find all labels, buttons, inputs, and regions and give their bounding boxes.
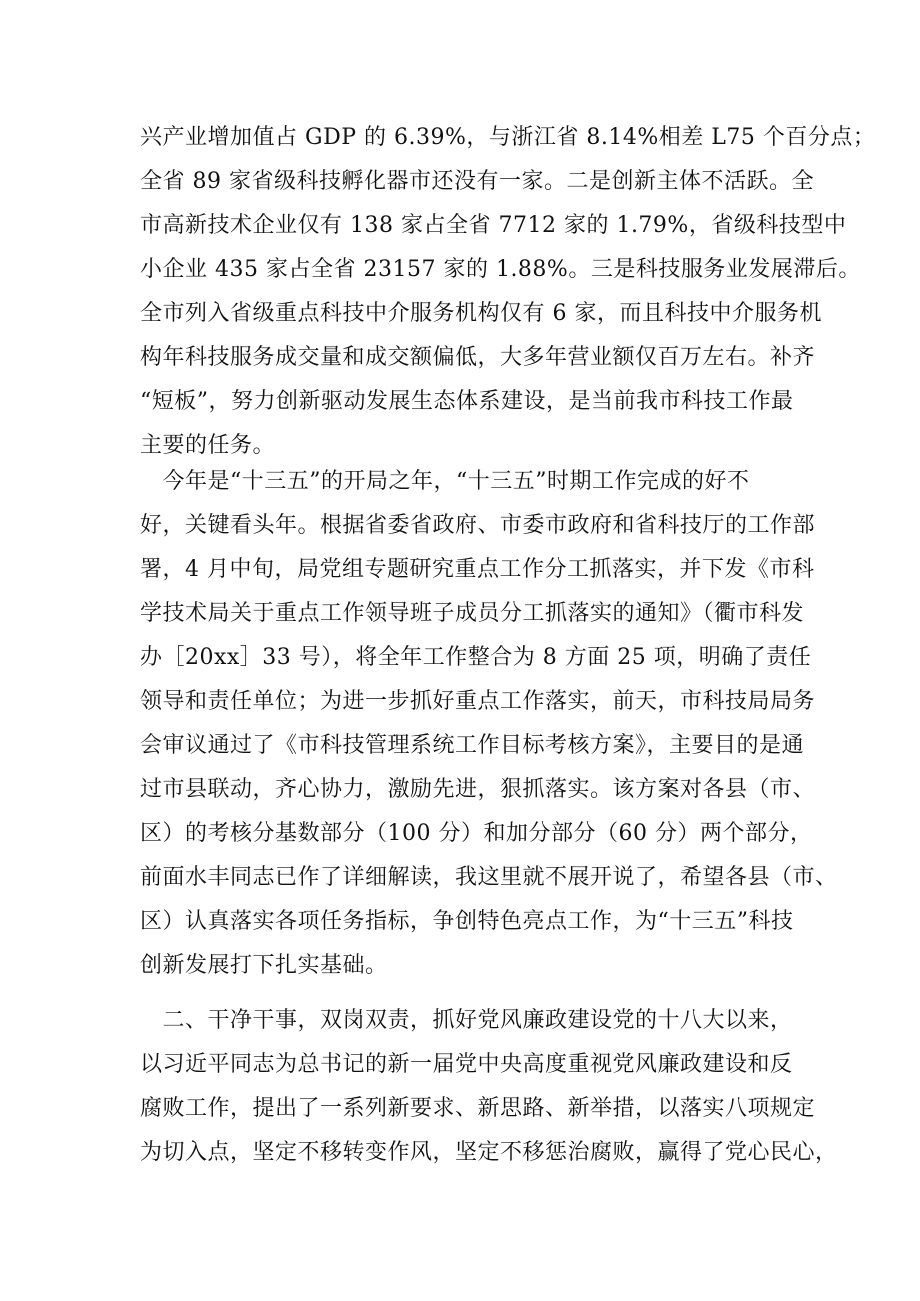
- text-line: 以习近平同志为总书记的新一届党中央高度重视党风廉政建设和反: [140, 1052, 793, 1077]
- text-line: 过市县联动，齐心协力，激励先进，狠抓落实。该方案对各县（市、: [140, 777, 816, 802]
- text-line: 创新发展打下扎实基础。: [140, 953, 388, 978]
- text-line: 办［20xx］33 号），将全年工作整合为 8 方面 25 项，明确了责任: [140, 645, 812, 670]
- text-line: “短板”，努力创新驱动发展生态体系建设，是当前我市科技工作最: [140, 389, 794, 414]
- text-line: 好，关键看头年。根据省委省政府、市委市政府和省科技厅的工作部: [140, 513, 816, 538]
- text-line: 领导和责任单位；为进一步抓好重点工作落实，前天，市科技局局务: [140, 689, 816, 714]
- text-line: 腐败工作，提出了一系列新要求、新思路、新举措，以落实八项规定: [140, 1096, 816, 1121]
- text-line: 前面水丰同志已作了详细解读，我这里就不展开说了，希望各县（市、: [140, 865, 838, 890]
- text-line: 兴产业增加值占 GDP 的 6.39%，与浙江省 8.14%相差 L75 个百分点；: [140, 125, 876, 150]
- text-line: 主要的任务。: [140, 433, 276, 458]
- text-line: 市高新技术企业仅有 138 家占全省 7712 家的 1.79%，省级科技型中: [140, 213, 847, 238]
- text-line: 会审议通过了《市科技管理系统工作目标考核方案》，主要目的是通: [140, 733, 805, 758]
- text-line: 学技术局关于重点工作领导班子成员分工抓落实的通知》（衢市科发: [140, 601, 805, 626]
- text-line: 小企业 435 家占全省 23157 家的 1.88%。三是科技服务业发展滞后。: [140, 257, 861, 282]
- text-line: 全省 89 家省级科技孵化器市还没有一家。二是创新主体不活跃。全: [140, 169, 814, 194]
- text-line: 全市列入省级重点科技中介服务机构仅有 6 家，而且科技中介服务机: [140, 301, 822, 326]
- paragraph-2: [140, 460, 838, 988]
- text-line: 区）认真落实各项任务指标，争创特色亮点工作，为“十三五”科技: [140, 909, 794, 934]
- paragraph-1: [140, 116, 876, 468]
- text-line: 区）的考核分基数部分（100 分）和加分部分（60 分）两个部分，: [140, 821, 813, 846]
- paragraph-3: [140, 999, 838, 1175]
- text-line: 构年科技服务成交量和成交额偏低，大多年营业额仅百万左右。补齐: [140, 345, 816, 370]
- text-line: 二、干净干事，双岗双责，抓好党风廉政建设党的十八大以来，: [140, 1008, 793, 1033]
- text-line: 今年是“十三五”的开局之年，“十三五”时期工作完成的好不: [140, 469, 750, 494]
- text-line: 为切入点，坚定不移转变作风，坚定不移惩治腐败，赢得了党心民心，: [140, 1140, 838, 1165]
- text-line: 署，4 月中旬，局党组专题研究重点工作分工抓落实，并下发《市科: [140, 557, 815, 582]
